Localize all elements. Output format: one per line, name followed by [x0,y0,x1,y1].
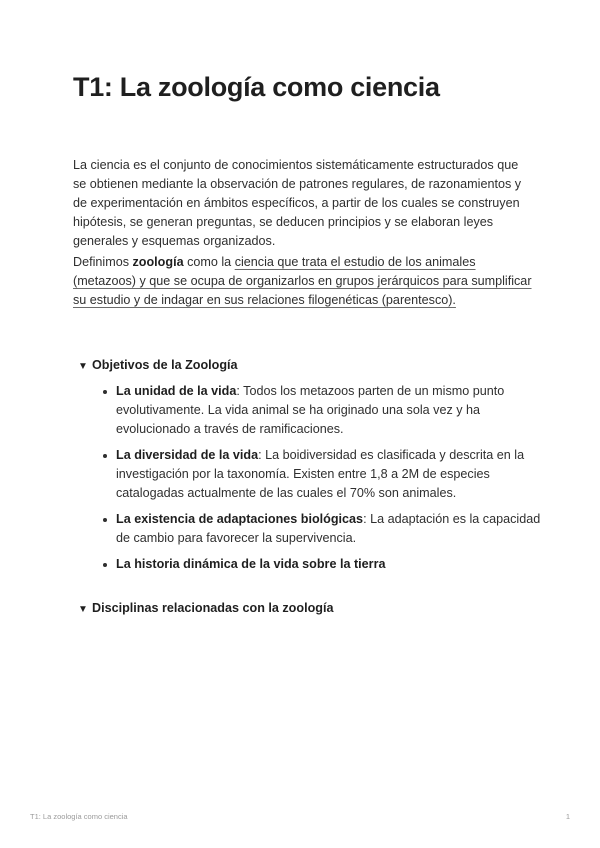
intro-paragraph: La ciencia es el conjunto de conocimientos sistemáticamente estructurados que se obtienen mediante la observación de patrones regulares, de razonamientos y de experimentación en ámbitos específicos, a partir de los cuales se construyen hipótesis, se generan preguntas, se deducen principios y se elaboran leyes generales y esquemas organizados. [73,158,522,248]
definition-term: zoología [132,255,184,269]
definition-lead: Definimos [73,255,133,269]
toggle-disciplinas-label: Disciplinas relacionadas con la zoología [92,601,334,615]
definition-underlined: ciencia que trata el estudio de los animales (metazoos) y que se ocupa de organizarlos en grupos jerárquicos para sumplificar su estudio y de indagar en sus relaciones filogenéticas (parentesco). [73,255,532,307]
objetivos-list [98,382,552,581]
list-item-bold: La unidad de la vida [116,384,237,398]
triangle-down-icon: ▼ [78,361,88,372]
page-number: 1 [565,812,570,821]
list-item [116,555,552,574]
list-item-text: : La boidiversidad es clasificada y descrita en la investigación por la taxonomía. Existen entre 1,8 a 2M de especies catalogadas actualmente de las cuales el 70% son animales. [116,448,525,500]
page-title: T1: La zoología como ciencia [73,72,440,102]
list-item-bold: La existencia de adaptaciones biológicas [116,512,364,526]
page-footer [30,812,570,821]
list-item-text: : La adaptación es la capacidad de cambio para favorecer la supervivencia. [116,512,541,545]
footer-title: T1: La zoología como ciencia [30,812,128,821]
definition-connector: como la [183,255,235,269]
list-item [116,382,552,439]
list-item-text: : Todos los metazoos parten de un mismo punto evolutivamente. La vida animal se ha originado una sola vez y ha evolucionado a través de ramificaciones. [116,384,505,436]
toggle-disciplinas[interactable] [78,601,333,615]
triangle-down-icon: ▼ [78,604,88,615]
definition-paragraph [73,253,535,310]
toggle-objetivos[interactable] [78,358,238,372]
list-item [116,510,552,548]
toggle-objetivos-label: Objetivos de la Zoología [92,358,238,372]
list-item [116,446,552,503]
list-item-bold: La diversidad de la vida [116,448,259,462]
list-item-bold: La historia dinámica de la vida sobre la tierra [116,557,386,571]
